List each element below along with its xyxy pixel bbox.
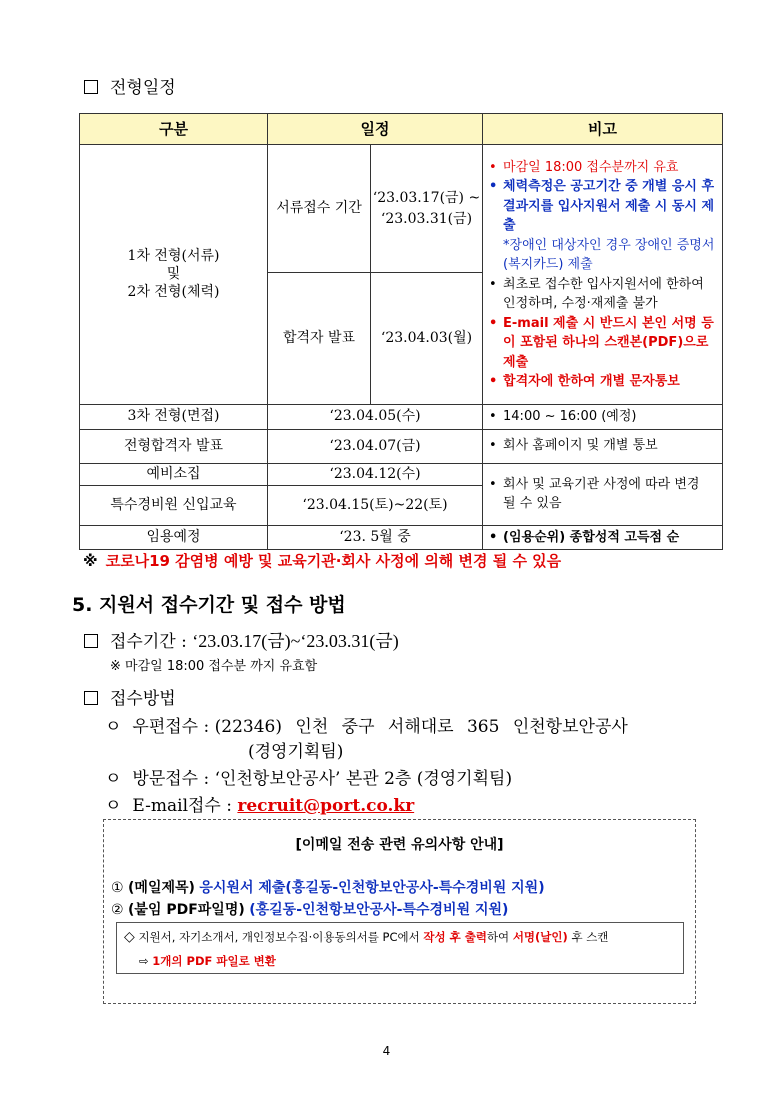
period-label: 접수기간 bbox=[110, 632, 176, 652]
diamond-icon: ◇ bbox=[124, 929, 135, 945]
method-label: 접수방법 bbox=[110, 689, 176, 709]
email-notice-box bbox=[103, 819, 696, 1004]
section-title: 전형일정 bbox=[110, 78, 176, 98]
notice-instruction-box bbox=[116, 922, 684, 974]
method-line bbox=[84, 684, 176, 709]
note-item: • 마감일 18:00 접수분까지 유효 bbox=[489, 158, 716, 178]
round12-category bbox=[80, 145, 268, 405]
method-item-post: ㅇ 우편접수 : (22346) 인천 중구 서해대로 365 인천항보안공사 bbox=[105, 712, 628, 737]
row-category: 특수경비원 신입교육 bbox=[80, 485, 268, 525]
row-note: • (임용순위) 종합성적 고득점 순 bbox=[483, 525, 723, 550]
note-text: 회사 홈페이지 및 개별 통보 bbox=[503, 438, 658, 454]
note-text: (임용순위) 종합성적 고득점 순 bbox=[503, 529, 680, 545]
instruction-line bbox=[139, 953, 276, 969]
category-line: 및 bbox=[166, 265, 181, 282]
instruction-text: 후 스캔 bbox=[571, 930, 609, 944]
row-category: 임용예정 bbox=[80, 525, 268, 550]
note-item: • 합격자에 한하여 개별 문자통보 bbox=[489, 372, 716, 392]
note-text: E-mail 제출 시 반드시 본인 서명 등이 포함된 하나의 스캔본(PDF)으로 제출 bbox=[503, 315, 714, 370]
row-category: 전형합격자 발표 bbox=[80, 429, 268, 463]
note-text: 14:00 ~ 16:00 (예정) bbox=[503, 409, 637, 424]
instruction-highlight: 서명(날인) bbox=[512, 930, 568, 944]
note-text: *장애인 대상자인 경우 장애인 증명서(복지카드) 제출 bbox=[503, 237, 715, 272]
row-schedule: ‘23.04.05(수) bbox=[268, 405, 483, 430]
notice-title: [이메일 전송 관련 유의사항 안내] bbox=[295, 837, 504, 853]
email-link[interactable]: recruit@port.co.kr bbox=[237, 796, 415, 816]
notice-num: ② bbox=[111, 902, 124, 918]
circle-bullet-icon: ㅇ bbox=[105, 717, 122, 737]
category-line: 2차 전형(체력) bbox=[127, 284, 220, 301]
period-line: 접수기간 : ‘23.03.17(금)~‘23.03.31(금) bbox=[84, 627, 399, 653]
note-text: 마감일 18:00 접수분까지 유효 bbox=[503, 159, 679, 175]
date-line: ‘23.03.17(금) ~ bbox=[372, 189, 481, 206]
note-text: 합격자에 한하여 개별 문자통보 bbox=[503, 374, 680, 389]
row-schedule: ‘23.04.15(토)~22(토) bbox=[268, 485, 483, 525]
section5-title: 5. 지원서 접수기간 및 접수 방법 bbox=[72, 594, 346, 616]
circle-bullet-icon: ㅇ bbox=[105, 796, 122, 816]
note-item: • E-mail 제출 시 반드시 본인 서명 등이 포함된 하나의 스캔본(PDF)으로 제출 bbox=[489, 314, 716, 373]
instruction-highlight: 작성 후 출력 bbox=[423, 930, 487, 944]
note-text: 최초로 접수한 입사지원서에 한하여 인정하며, 수정·재제출 불가 bbox=[503, 276, 704, 311]
table-row bbox=[80, 525, 723, 550]
row-note: • 14:00 ~ 16:00 (예정) bbox=[483, 405, 723, 430]
method-item-label: 우편접수 bbox=[132, 717, 199, 737]
instruction-line bbox=[124, 929, 608, 945]
method-item-label: E-mail접수 bbox=[132, 796, 221, 816]
note-text: 회사 및 교육기관 사정에 따라 변경 될 수 있음 bbox=[503, 476, 700, 511]
instruction-text: 하여 bbox=[486, 930, 510, 944]
method-item-visit: ㅇ 방문접수 : ‘인천항보안공사’ 본관 2층 (경영기획팀) bbox=[105, 764, 512, 789]
row-note: • 회사 홈페이지 및 개별 통보 bbox=[483, 429, 723, 463]
checkbox-square-icon bbox=[84, 80, 98, 94]
note-text: 체력측정은 공고기간 중 개별 응시 후 결과지를 입사지원서 제출 시 동시 제출 bbox=[503, 179, 715, 233]
note-item bbox=[489, 236, 716, 275]
shared-note: • 회사 및 교육기관 사정에 따라 변경 될 수 있음 bbox=[483, 463, 723, 525]
doc-period-dates bbox=[371, 145, 483, 273]
instruction-highlight: 1개의 PDF 파일로 변환 bbox=[152, 954, 276, 968]
table-row bbox=[80, 429, 723, 463]
method-item-email: ㅇ E-mail접수 : recruit@port.co.kr bbox=[105, 791, 414, 816]
period-value: ‘23.03.17(금)~‘23.03.31(금) bbox=[192, 631, 399, 651]
method-item-post-dept: (경영기획팀) bbox=[248, 742, 344, 762]
page-number: 4 bbox=[382, 1044, 391, 1058]
row-schedule: ‘23.04.12(수) bbox=[268, 463, 483, 485]
notice-value: 응시원서 제출(홍길동-인천항보안공사-특수경비원 지원) bbox=[199, 880, 545, 896]
category-line: 1차 전형(서류) bbox=[127, 247, 220, 264]
row-category: 예비소집 bbox=[80, 463, 268, 485]
section-heading-schedule bbox=[84, 73, 176, 98]
row-schedule: ‘23.04.07(금) bbox=[268, 429, 483, 463]
circle-bullet-icon: ㅇ bbox=[105, 769, 122, 789]
header-schedule: 일정 bbox=[268, 114, 483, 145]
method-item-label: 방문접수 bbox=[132, 769, 199, 789]
instruction-text: 지원서, 자기소개서, 개인정보수집·이용동의서를 PC에서 bbox=[138, 930, 420, 944]
warning-mark: ※ bbox=[83, 552, 98, 570]
notice-item bbox=[111, 899, 508, 919]
round12-notes bbox=[483, 145, 723, 405]
checkbox-square-icon bbox=[84, 691, 98, 705]
header-note: 비고 bbox=[483, 114, 723, 145]
covid-warning bbox=[83, 550, 561, 571]
row-category: 3차 전형(면접) bbox=[80, 405, 268, 430]
doc-period-label: 서류접수 기간 bbox=[268, 145, 371, 273]
header-category: 구분 bbox=[80, 114, 268, 145]
table-row bbox=[80, 463, 723, 485]
checkbox-square-icon bbox=[84, 634, 98, 648]
note-item: • 체력측정은 공고기간 중 개별 응시 후 결과지를 입사지원서 제출 시 동시 제출 bbox=[489, 177, 716, 236]
method-item-value: ‘인천항보안공사’ 본관 2층 (경영기획팀) bbox=[214, 769, 513, 789]
method-item-value: (22346) 인천 중구 서해대로 365 인천항보안공사 bbox=[214, 717, 628, 737]
arrow-right-icon: ⇨ bbox=[139, 954, 149, 968]
notice-item bbox=[111, 877, 545, 897]
result-date: ‘23.04.03(월) bbox=[371, 273, 483, 405]
notice-num: ① bbox=[111, 880, 124, 896]
table-row bbox=[80, 405, 723, 430]
result-label: 합격자 발표 bbox=[268, 273, 371, 405]
notice-label: (붙임 PDF파일명) bbox=[128, 902, 245, 918]
period-note: ※ 마감일 18:00 접수분 까지 유효함 bbox=[110, 659, 318, 674]
table-row bbox=[80, 145, 723, 273]
schedule-table bbox=[79, 113, 723, 550]
table-header-row bbox=[80, 114, 723, 145]
notice-value: (홍길동-인천항보안공사-특수경비원 지원) bbox=[249, 902, 509, 918]
note-item: • 최초로 접수한 입사지원서에 한하여 인정하며, 수정·재제출 불가 bbox=[489, 275, 716, 314]
date-line: ‘23.03.31(금) bbox=[380, 210, 473, 227]
notice-label: (메일제목) bbox=[128, 880, 195, 896]
warning-text: 코로나19 감염병 예방 및 교육기관·회사 사정에 의해 변경 될 수 있음 bbox=[105, 552, 562, 570]
row-schedule: ‘23. 5월 중 bbox=[268, 525, 483, 550]
